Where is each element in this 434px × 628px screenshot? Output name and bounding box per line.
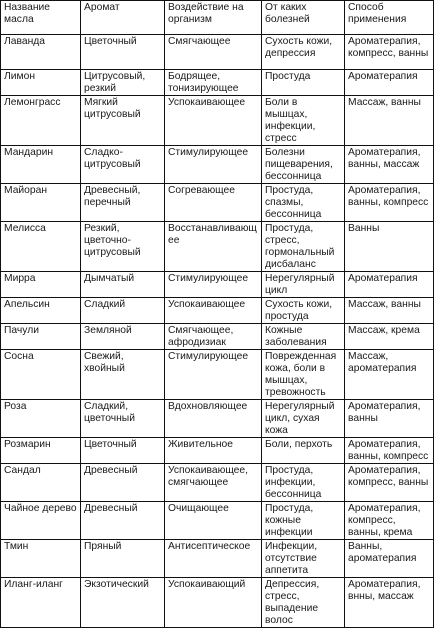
cell-oil-name: Лимон [1,70,81,96]
cell-usage: Массаж, ванны [345,96,434,146]
table-row [1,96,434,146]
cell-effect: Стимулирующее [165,272,262,298]
cell-usage: Ароматерапия, компресс, ванны [345,464,434,502]
cell-oil-name: Роза [1,400,81,438]
cell-conditions: Простуда, инфекции, бессонница [262,464,345,502]
cell-oil-name: Лемонграсс [1,96,81,146]
cell-aroma: Пряный [81,540,165,578]
cell-aroma: Цитрусовый, резкий [81,70,165,96]
cell-usage: Ароматерапия [345,70,434,96]
table-row [1,350,434,400]
cell-oil-name: Мелисса [1,222,81,272]
table-row [1,438,434,464]
cell-oil-name: Мандарин [1,146,81,184]
cell-conditions: Сухость кожи, депрессия [262,35,345,70]
cell-oil-name: Лаванда [1,35,81,70]
cell-aroma: Сладкий [81,298,165,324]
cell-usage: Ароматерапия, ванны [345,400,434,438]
cell-conditions: Простуда, стресс, гормональный дисбаланс [262,222,345,272]
cell-usage: Ароматерапия, внны, массаж [345,578,434,628]
cell-usage: Ароматерапия, ванны, массаж [345,146,434,184]
header-cell-conditions: От каких болезней [262,1,345,35]
cell-usage: Массаж, ароматерапия [345,350,434,400]
cell-oil-name: Чайное дерево [1,502,81,540]
table-row [1,540,434,578]
cell-conditions: Инфекции, отсутствие аппетита [262,540,345,578]
header-cell-effect: Воздействие на организм [165,1,262,35]
cell-usage: Ароматерапия, компресс, ванны, крема [345,502,434,540]
cell-aroma: Земляной [81,324,165,350]
cell-usage: Ароматерапия, компресс, ванны [345,35,434,70]
cell-usage: Ароматерапия, ванны, компресс [345,438,434,464]
cell-effect: Успокаивающий [165,578,262,628]
cell-usage: Ароматерапия, ванны, компресс [345,184,434,222]
cell-oil-name: Сосна [1,350,81,400]
cell-effect: Стимулирующее [165,146,262,184]
cell-usage: Массаж, крема [345,324,434,350]
table-body [1,1,434,628]
table-row [1,70,434,96]
cell-aroma: Древесный [81,464,165,502]
table-row [1,324,434,350]
cell-oil-name: Пачули [1,324,81,350]
cell-conditions: Депрессия, стресс, выпадение волос [262,578,345,628]
cell-aroma: Сладко- цитрусовый [81,146,165,184]
cell-effect: Антисептическое [165,540,262,578]
cell-aroma: Свежий, хвойный [81,350,165,400]
cell-effect: Смягчающее, афродизиак [165,324,262,350]
cell-effect: Успокаивающее [165,298,262,324]
cell-aroma: Цветочный [81,35,165,70]
table-row [1,146,434,184]
cell-effect: Стимулирующее [165,350,262,400]
table-header-row [1,1,434,35]
cell-effect: Бодрящее, тонизирующее [165,70,262,96]
header-cell-aroma: Аромат [81,1,165,35]
cell-conditions: Простуда [262,70,345,96]
cell-conditions: Простуда, спазмы, бессонница [262,184,345,222]
cell-usage: Массаж, ванны [345,298,434,324]
table-row [1,464,434,502]
cell-effect: Восстанавливающее [165,222,262,272]
cell-aroma: Дымчатый [81,272,165,298]
cell-aroma: Древесный, перечный [81,184,165,222]
cell-oil-name: Розмарин [1,438,81,464]
cell-conditions: Нерегулярный цикл [262,272,345,298]
table-row [1,502,434,540]
cell-effect: Согревающее [165,184,262,222]
table-row [1,400,434,438]
table-row [1,222,434,272]
cell-aroma: Древесный [81,502,165,540]
cell-effect: Живительное [165,438,262,464]
cell-aroma: Цветочный [81,438,165,464]
cell-effect: Очищающее [165,502,262,540]
table-row [1,298,434,324]
cell-conditions: Простуда, кожные инфекции [262,502,345,540]
cell-aroma: Мягкий цитрусовый [81,96,165,146]
cell-oil-name: Майоран [1,184,81,222]
cell-conditions: Сухость кожи, простуда [262,298,345,324]
cell-aroma: Резкий, цветочно- цитрусовый [81,222,165,272]
table-row [1,184,434,222]
cell-aroma: Сладкий, цветочный [81,400,165,438]
cell-oil-name: Тмин [1,540,81,578]
header-cell-oil-name: Название масла [1,1,81,35]
cell-usage: Ароматерапия [345,272,434,298]
table-row [1,272,434,298]
cell-effect: Смягчающее [165,35,262,70]
cell-conditions: Болезни пищеварения, бессонница [262,146,345,184]
cell-conditions: Кожные заболевания [262,324,345,350]
cell-aroma: Экзотический [81,578,165,628]
header-cell-usage: Способ применения [345,1,434,35]
cell-effect: Успокаивающее, смягчающее [165,464,262,502]
cell-conditions: Поврежденная кожа, боли в мышцах, тревожность [262,350,345,400]
cell-oil-name: Иланг-иланг [1,578,81,628]
cell-usage: Ванны, ароматерапия [345,540,434,578]
cell-oil-name: Мирра [1,272,81,298]
cell-conditions: Нерегулярный цикл, сухая кожа [262,400,345,438]
cell-oil-name: Сандал [1,464,81,502]
cell-usage: Ванны [345,222,434,272]
cell-effect: Вдохновляющее [165,400,262,438]
cell-oil-name: Апельсин [1,298,81,324]
cell-conditions: Боли в мышцах, инфекции, стресс [262,96,345,146]
cell-effect: Успокаивающее [165,96,262,146]
table-row [1,35,434,70]
cell-conditions: Боли, перхоть [262,438,345,464]
